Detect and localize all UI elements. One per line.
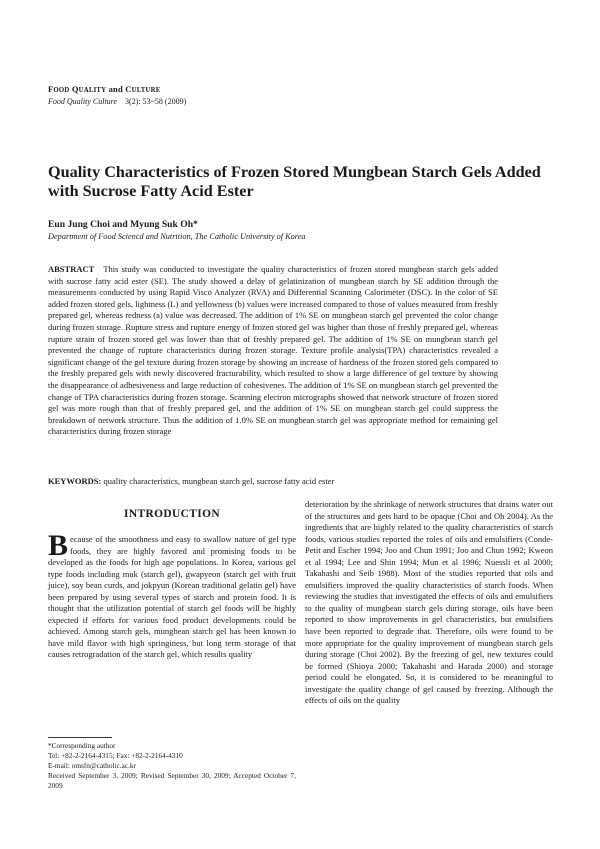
journal-header	[48, 84, 186, 107]
keywords-text: quality characteristics, mungbean starch gel, sucrose fatty acid ester	[101, 476, 335, 486]
paper-authors: Eun Jung Choi and Myung Suk Oh*	[48, 219, 198, 230]
abstract	[48, 264, 498, 438]
drop-cap: B	[48, 529, 69, 562]
keywords	[48, 476, 518, 486]
intro-left-column	[48, 529, 296, 661]
abstract-label: ABSTRACT	[48, 264, 95, 274]
footnote-divider	[48, 737, 112, 738]
intro-right-column	[305, 499, 553, 707]
intro-paragraph: Because of the smoothness and easy to swallow nature of gel type foods, they are highly favored and promising foods to be developed as the foods for high age populations. In Korea, various gel type foods including muk (starch gel), gwapyeon (starch gel with fruit juice), soy bean curds, and jokpyun (Korean traditional gelatin gel) have been prepared by using several types of starch and protein food. It is thought that the utilization potential of starch gel foods will be highly expected if efforts for various food product developments could be achieved. Among starch gels, mungbean starch gel has been known to have mild flavor with high springiness, but long term storage of that causes retrogradation of the starch gel, which results quality	[48, 529, 296, 660]
received-dates: Received September 3, 2009; Revised September 30, 2009; Accepted October 7, 2009	[48, 771, 296, 790]
author-email: E-mail: omsfn@catholic.ac.kr	[48, 761, 136, 770]
author-affiliation: Department of Food Sciencd and Nutrition, The Catholic University of Korea	[48, 232, 306, 241]
intro-paragraph-continued: deterioration by the shrinkage of network structures that drains water out of the structures and gets hard to be opaque (Choi and Oh 2004). As the ingredients that are highly related to the quality characteristics of starch foods, various studies reported the roles of oils and emulsifiers (Conde-Petit and Escher 1994; Joo and Chun 1991; Joo and Chun 1992; Kweon et al 1994; Lee and Shin 1994; Mun et al 1996; Nuessli et al 2000; Takahashi and Seib 1988). Most of the studies reported that oils and emulsifiers improved the quality characteristics of starch foods. When reviewing the studies that investigated the effects of oils and emulsifiers to the quality of mungbean starch gels during storage, oils have been reported to show improvements in gel characteristics, but emulsifiers have been reported to degrade that. Therefore, oils were found to be more appropriate for the quality improvement of mungbean starch gels during storage (Choi 2002). By the freezing of gel, new textures could be formed (Shioya 2000; Takahashi and Harada 2000) and storage period could be elongated. So, it is considered to be meaningful to investigate the quality change of gel caused by freezing. Although the effects of oils on the quality	[305, 499, 553, 706]
paper-title: Quality Characteristics of Frozen Stored Mungbean Starch Gels Added with Sucrose Fatty Acid Ester	[48, 163, 541, 200]
section-heading-introduction: INTRODUCTION	[124, 508, 220, 520]
abstract-text: This study was conducted to investigate the quality characteristics of frozen stored mungbean starch gels added with sucrose fatty acid ester (SE). The study showed a delay of gelatinization of mungbean starch by SE addition through the measurements conducted by using Rapid Visco Analyzer (RVA) and Differential Scanning Calorimeter (DSC). In the color of SE added frozen stored gels, lightness (L) and yellowness (b) values were increased compared to those of values measured from freshly prepared gel, whereas redness (a) value was decreased. The addition of 1% SE on mungbean starch gel prevented the color change during frozen storage. Rupture stress and rupture energy of frozen stored gel was higher than those of freshly prepared gel, whereas rupture strain of frozen stored gel was lower than that of freshly prepared gel. The addition of 1% SE on mungbean starch gel prevented the change of rupture characteristics during frozen storage. Texture profile analysis(TPA) characteristics revealed a significant change of the gel texture during frozen storage by showing an increase of hardness of the frozen stored gels compared to the freshly prepared gels with newly discovered fracturability, which resulted to show a large difference of gel texture by showing the disappearance of adhesiveness and large reduction of cohesivenes. The addition of 1% SE on mungbean starch gel prevented the change of TPA characteristics during frozen storage. Scanning electron micrographs showed that network structure of frozen stored gel was more rough than that of freshly prepared gel, and the addition of 1% SE on mungbean starch gel could suppress the breakdown of network structure. Thus the addition of 1.0% SE on mungbean starch gel was appropriate method for remaining gel characteristics during frozen storage	[48, 264, 498, 437]
corresponding-author-footnote: *Corresponding author Tel: +82-2-2164-4315; Fax: +82-2-2164-4310 E-mail: omsfn@catholic.ac.kr	[48, 741, 296, 771]
journal-citation: Food Quality Culture 3(2): 53~58 (2009)	[48, 97, 187, 106]
journal-name: FOOD QUALITY and CULTURE	[48, 84, 161, 94]
keywords-label: KEYWORDS:	[48, 476, 102, 486]
